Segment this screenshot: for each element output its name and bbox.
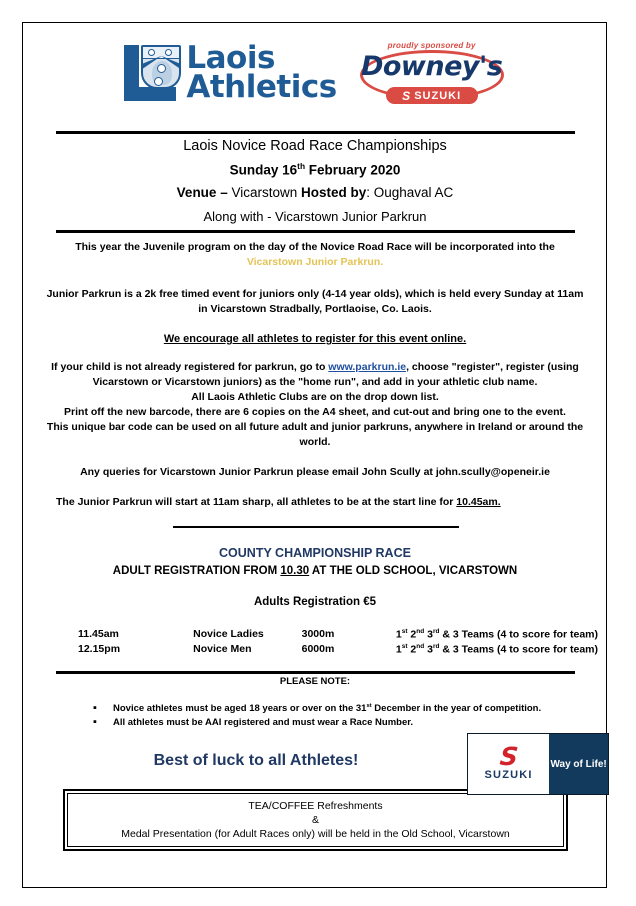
race-name: Novice Men [193,643,252,655]
suzuki-tagline: Way of Life! [549,734,608,794]
footer-line-2: & [311,814,319,826]
table-row [78,626,598,642]
laois-word-line1: Laois [186,40,275,77]
footer-info-box [63,789,568,851]
suzuki-wordmark: SUZUKI [484,769,533,781]
page-title: Laois Novice Road Race Championships [183,138,447,154]
registration-step-3: All Laois Athletic Clubs are on the drop down list. [191,391,439,403]
downeys-sponsor-logo [359,36,505,110]
downeys-sponsor-line: proudly sponsored by [387,41,476,50]
parkrun-info-line-2: in Vicarstown Stradbally, Portlaoise, Co. Laois. [198,303,432,315]
reg-step1-prefix: If your child is not already registered for parkrun, go to [51,361,329,373]
race-distance: 6000m [301,643,335,655]
intro-highlight: Vicarstown Junior Parkrun. [246,256,384,268]
queries-line: Any queries for Vicarstown Junior Parkrun please email John Scully at john.scully@openeir.ie [80,466,550,478]
start-time-value: 10.45am. [456,496,501,508]
adults-registration-fee: Adults Registration €5 [253,596,377,608]
event-date-prefix: Sunday 16 [229,162,298,178]
laois-word-line2: Athletics [186,69,337,105]
adult-reg-prefix: ADULT REGISTRATION FROM [112,565,281,577]
logo-band [23,23,606,123]
laois-crest-icon [124,43,182,103]
encourage-register-line: We encourage all athletes to register for this event online. [163,333,467,345]
registration-step-6: world. [299,436,331,448]
along-with-line: Along with - Vicarstown Junior Parkrun [203,209,427,224]
race-schedule-table [78,626,598,657]
race-prizes: 1st 2nd 3rd & 3 Teams (4 to score for team) [395,643,598,656]
poster-page [22,22,607,888]
downeys-suzuki-badge [386,87,478,104]
please-note-heading: PLEASE NOTE: [279,676,351,687]
best-of-luck-heading: Best of luck to all Athletes! [153,752,359,769]
event-date-suffix: February 2020 [305,162,401,178]
adult-reg-suffix: AT THE OLD SCHOOL, VICARSTOWN [309,565,518,577]
suzuki-s-icon: S [402,88,412,103]
race-name: Novice Ladies [193,627,264,640]
event-date-ordinal: th [297,161,306,171]
hosted-by-label: Hosted by [300,185,367,200]
please-note-rule [56,671,575,674]
downeys-suzuki-text: SUZUKI [414,89,462,102]
reg-step1-suffix: , choose "register", register (using [406,361,579,373]
suzuki-logo-panel [468,734,549,794]
county-championship-title: COUNTY CHAMPIONSHIP RACE [219,546,411,560]
footer-line-3: Medal Presentation (for Adult Races only) will be held in the Old School, Vicarstown [121,828,510,840]
venue-line [41,184,589,202]
footer-info-box-inner [67,793,564,847]
registration-step-4: Print off the new barcode, there are 6 copies on the A4 sheet, and cut-out and bring one to the event. [64,406,566,418]
header-rule-top [56,131,575,134]
start-time-line [56,496,575,510]
laois-athletics-logo [124,40,337,105]
intro-line-1: This year the Juvenile program on the day of the Novice Road Race will be incorporated into the [75,241,555,253]
please-note-bullets [93,703,593,731]
venue-value: Vicarstown [231,185,301,200]
adult-reg-time: 10.30 [280,565,310,577]
race-prizes: 1st 2nd 3rd & 3 Teams (4 to score for team) [395,627,598,640]
downeys-name: Downey's [360,51,503,82]
registration-step-2: Vicarstown or Vicarstown juniors) as the "home run", and add in your athletic club name. [92,376,538,388]
race-time: 12.15pm [78,643,121,655]
registration-step-5: This unique bar code can be used on all future adult and junior parkruns, anywhere in Ireland or around the [46,421,584,433]
start-time-prefix: The Junior Parkrun will start at 11am sharp, all athletes to be at the start line for [56,496,457,508]
table-row [78,642,598,658]
suzuki-s-icon: S [498,742,520,771]
footer-line-1: TEA/COFFEE Refreshments [248,800,383,812]
list-item: ▪ All athletes must be AAI registered and must wear a Race Number. [93,717,593,728]
header-rule-bottom [56,230,575,233]
venue-label: Venue – [176,185,232,200]
race-time: 11.45am [78,627,119,640]
registration-step-1 [41,361,589,375]
laois-wordmark [186,40,337,105]
hosted-by-value: : Oughaval AC [366,185,454,200]
list-item: ▪ Novice athletes must be aged 18 years or over on the 31st December in the year of competition. [93,703,593,714]
parkrun-website-link[interactable]: www.parkrun.ie [328,361,407,373]
parkrun-info-line-1: Junior Parkrun is a 2k free timed event for juniors only (4-14 year olds), which is held every Sunday at 11am [46,288,584,300]
county-section-divider [173,526,459,528]
race-distance: 3000m [301,627,335,640]
adult-registration-line [41,564,589,579]
suzuki-way-of-life-badge [467,733,609,795]
event-date [41,161,589,179]
